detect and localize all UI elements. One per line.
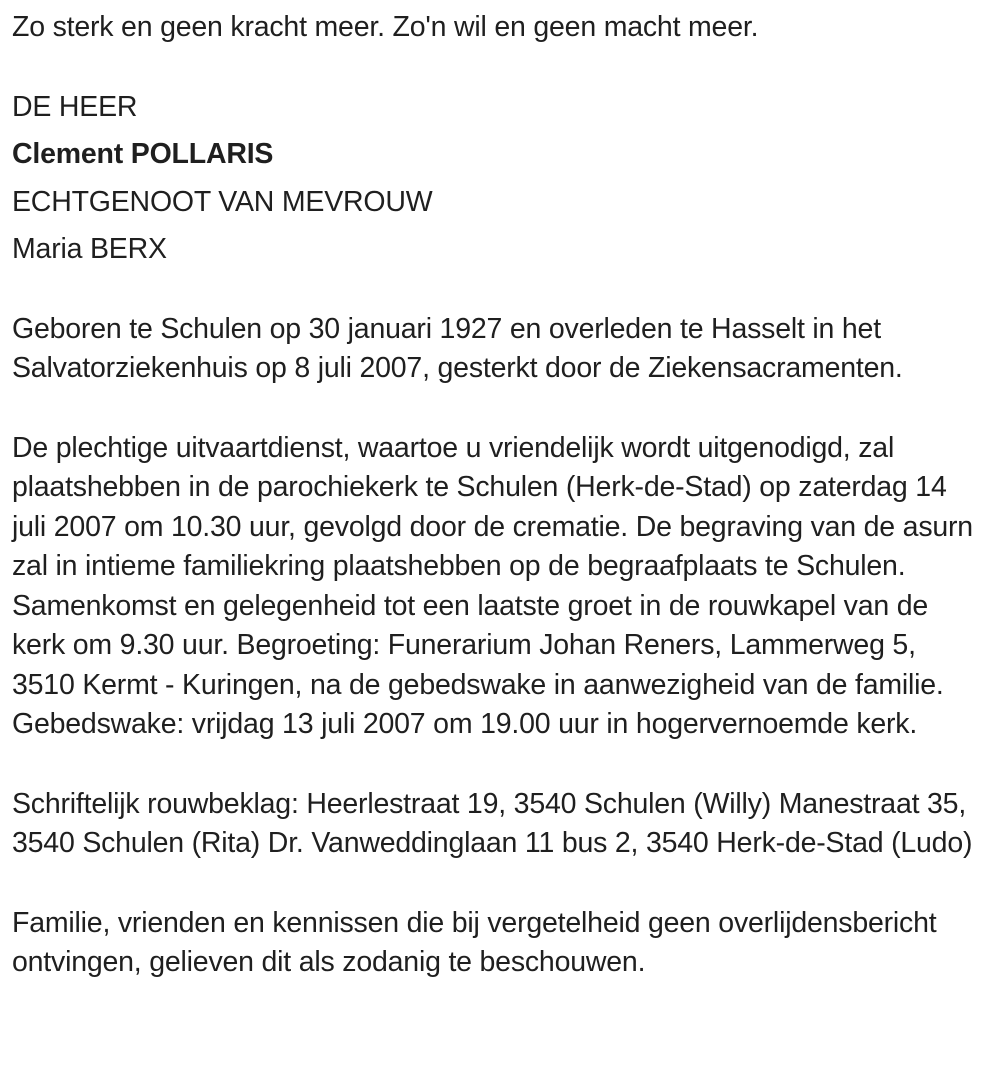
relation-line: ECHTGENOOT VAN MEVROUW	[12, 185, 433, 218]
paragraph-apology-note: Familie, vrienden en kennissen die bij vergetelheid geen overlijdensbericht ontvingen, gelieven dit als zodanig te beschouwen.	[12, 906, 937, 978]
epigraph-line: Zo sterk en geen kracht meer. Zo'n wil en geen macht meer.	[12, 11, 759, 43]
paragraph-birth-death: Geboren te Schulen op 30 januari 1927 en overleden te Hasselt in het Salvatorziekenhuis op 8 juli 2007, gesterkt door de Ziekensacramenten.	[12, 312, 903, 384]
salutation-line: DE HEER	[12, 90, 138, 123]
deceased-name: Clement POLLARIS	[12, 138, 274, 170]
paragraph-condolence-addresses: Schriftelijk rouwbeklag: Heerlestraat 19, 3540 Schulen (Willy) Manestraat 35, 3540 Schulen (Rita) Dr. Vanweddinglaan 11 bus 2, 3540 Herk-de-Stad (Ludo)	[12, 787, 973, 859]
deceased-header	[12, 88, 980, 270]
spouse-name: Maria BERX	[12, 233, 167, 265]
paragraph-funeral-service-details: De plechtige uitvaartdienst, waartoe u vriendelijk wordt uitgenodigd, zal plaatshebben in de parochiekerk te Schulen (Herk-de-Stad) op zaterdag 14 juli 2007 om 10.30 uur, gevolgd door de crematie. De begraving van de asurn zal in intieme familiekring plaatshebben op de begraafplaats te Schulen. Samenkomst en gelegenheid tot een laatste groet in de rouwkapel van de kerk om 9.30 uur. Begroeting: Funerarium Johan Reners, Lammerweg 5, 3510 Kermt - Kuringen, na de gebedswake in aanwezigheid van de familie. Gebedswake: vrijdag 13 juli 2007 om 19.00 uur in hogervernoemde kerk.	[12, 431, 973, 740]
